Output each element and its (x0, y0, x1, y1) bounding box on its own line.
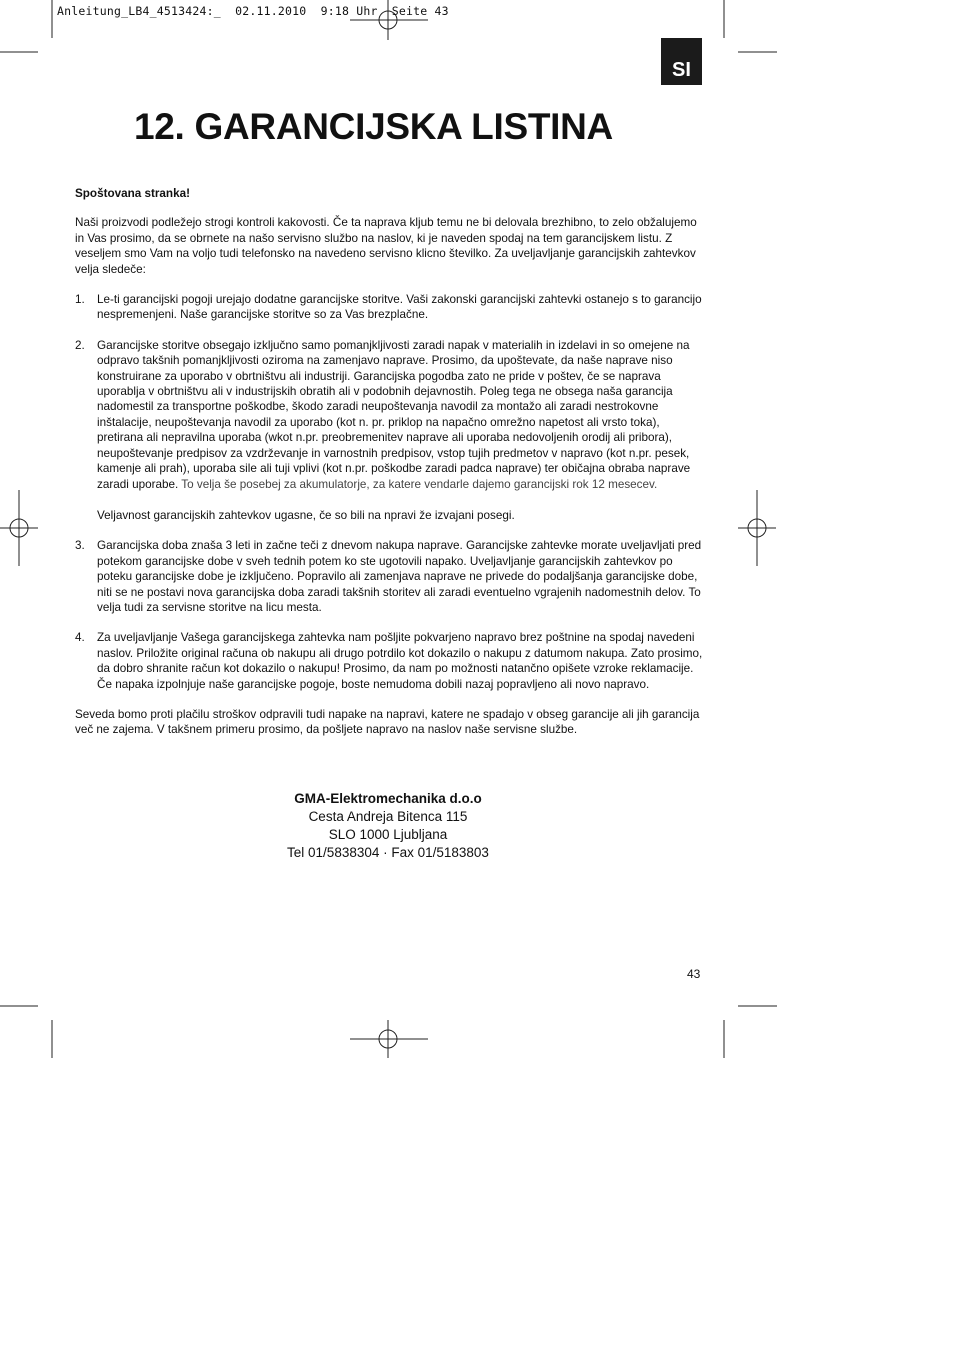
registration-mark-bottom (350, 1020, 428, 1058)
list-item-number: 1. (75, 293, 85, 307)
service-address (238, 790, 538, 862)
address-street: Cesta Andreja Bitenca 115 (308, 809, 468, 824)
list-item (75, 538, 705, 615)
list-item (75, 630, 705, 692)
list-item (75, 338, 705, 523)
language-badge (661, 38, 702, 85)
list-item-number: 2. (75, 338, 85, 352)
registration-mark-left (0, 490, 38, 566)
registration-mark-right (738, 490, 776, 566)
page-title: 12. GARANCIJSKA LISTINA (134, 106, 613, 147)
warranty-body (75, 186, 705, 753)
list-item (75, 292, 705, 323)
list-item-text: Le-ti garancijski pogoji urejajo dodatne garancijske storitve. Vaši zakonski garancijski zahtevki ostanejo s to garancijo nespremenjeni. Naše garancijske storitve so za Vas brezplačne. (97, 293, 702, 322)
print-slug-line: Anleitung_LB4_4513424:_ 02.11.2010 9:18 Uhr Seite 43 (57, 4, 449, 18)
contact-numbers: Tel 01/5838304 · Fax 01/5183803 (287, 845, 489, 860)
list-item-number: 3. (75, 539, 85, 553)
warranty-conditions-list (75, 292, 705, 692)
list-item-subparagraph: Veljavnost garancijskih zahtevkov ugasne, če so bili na npravi že izvajani posegi. (97, 508, 515, 522)
list-item-number: 4. (75, 631, 85, 645)
list-item-text: Garancijska doba znaša 3 leti in začne teči z dnevom nakupa naprave. Garancijske zahtevke morate uveljavljati pred potekom garancijske dobe v sveh tednih potem ko ste ugotovili napako. Uveljavljanje garancijskih zahtevkov po poteku garancijske dobe je izključeno. Popravilo ali zamenjava naprave ne privede do podaljšanja garancijske dobe, niti se ne postavi nova garancijska doba zaradi takšnih storitev ali zaradi eventuelno vgrajenih nadomestnih delov. To velja tudi za servisne storitve na licu mesta. (97, 539, 702, 614)
address-city: SLO 1000 Ljubljana (328, 827, 448, 842)
page-number: 43 (687, 967, 701, 981)
language-badge-label: SI (672, 59, 691, 81)
closing-paragraph: Seveda bomo proti plačilu stroškov odpravili tudi napake na napravi, katere ne spadajo v obseg garancije ali jih garancija več ne zajema. V takšnem primeru prosimo, da pošljete napravo na naslov naše servisne službe. (75, 707, 700, 737)
list-item-text: Garancijske storitve obsegajo izključno samo pomanjkljivosti zaradi napak v materialih in izdelavi in so omejene na odpravo takšnih pomanjkljivosti oziroma na zamenjavo naprave. Prosimo, da upoštevate, da naše naprave niso konstruirane za uporabo v obrtništvu ali industriji. Garancijska pogodba zato ne pride v poštev, če se naprava uporablja v obrtništvu ali v industrijskih obratih ali v podobnih dejavnostih. Poleg tega ne obsega naša garancija nadomestil za transportne poškodbe, škodo zaradi neupoštevanja navodil za montažo ali zaradi nestrokovne inštalacije, neupoštevanja navodil za uporabo (kot n. pr. priklop na napačno omrežno napetost ali vrsto toka), pretirana ali nepravilna uporaba (wkot n.pr. preobremenitev naprave ali uporaba nedovoljenih orodij ali pribora), neupoštevanje predpisov za vzdrževanje in varnostnih predpisov, vstop tujih predmetov v napravo (kot n.pr. pesek, kamenje ali prah), uporaba sile ali tuji vplivi (kot n.pr. poškodbe zaradi padca naprave) ter običajna obraba naprave zaradi uporabe. (97, 338, 691, 491)
intro-paragraph: Naši proizvodi podležejo strogi kontroli kakovosti. Če ta naprava kljub temu ne bi delovala brezhibno, to zelo obžalujemo in Vas prosimo, da se obrnete na našo servisno službo na naslov, ki je naveden spodaj na tem garancijskem listu. Z veseljem smo Vam na voljo tudi telefonsko na navedeno servisno klicno številko. Za uveljavljanje garancijskih zahtevkov velja sledeče: (75, 216, 697, 276)
list-item-text: Za uveljavljanje Vašega garancijskega zahtevka nam pošljite pokvarjeno napravo brez poštnine na spodaj navedeni naslov. Priložite original računa ob nakupu ali drugo potrdilo kot dokazilo o nakupu z datumom nakupa. Zato prosimo, da dobro shranite račun kot dokazilo o nakupu! Prosimo, da nam po možnosti natančno opišete vzroke reklamacije. Če napaka izpolnjuje naše garancijske pogoje, boste nemudoma dobili nazaj popravljeno ali novo napravo. (97, 631, 703, 691)
greeting: Spoštovana stranka! (75, 187, 190, 200)
company-name: GMA-Elektromechanika d.o.o (294, 791, 482, 806)
battery-note: To velja še posebej za akumulatorje, za katere vendarle dajemo garancijski rok 12 mesecev. (178, 477, 658, 491)
